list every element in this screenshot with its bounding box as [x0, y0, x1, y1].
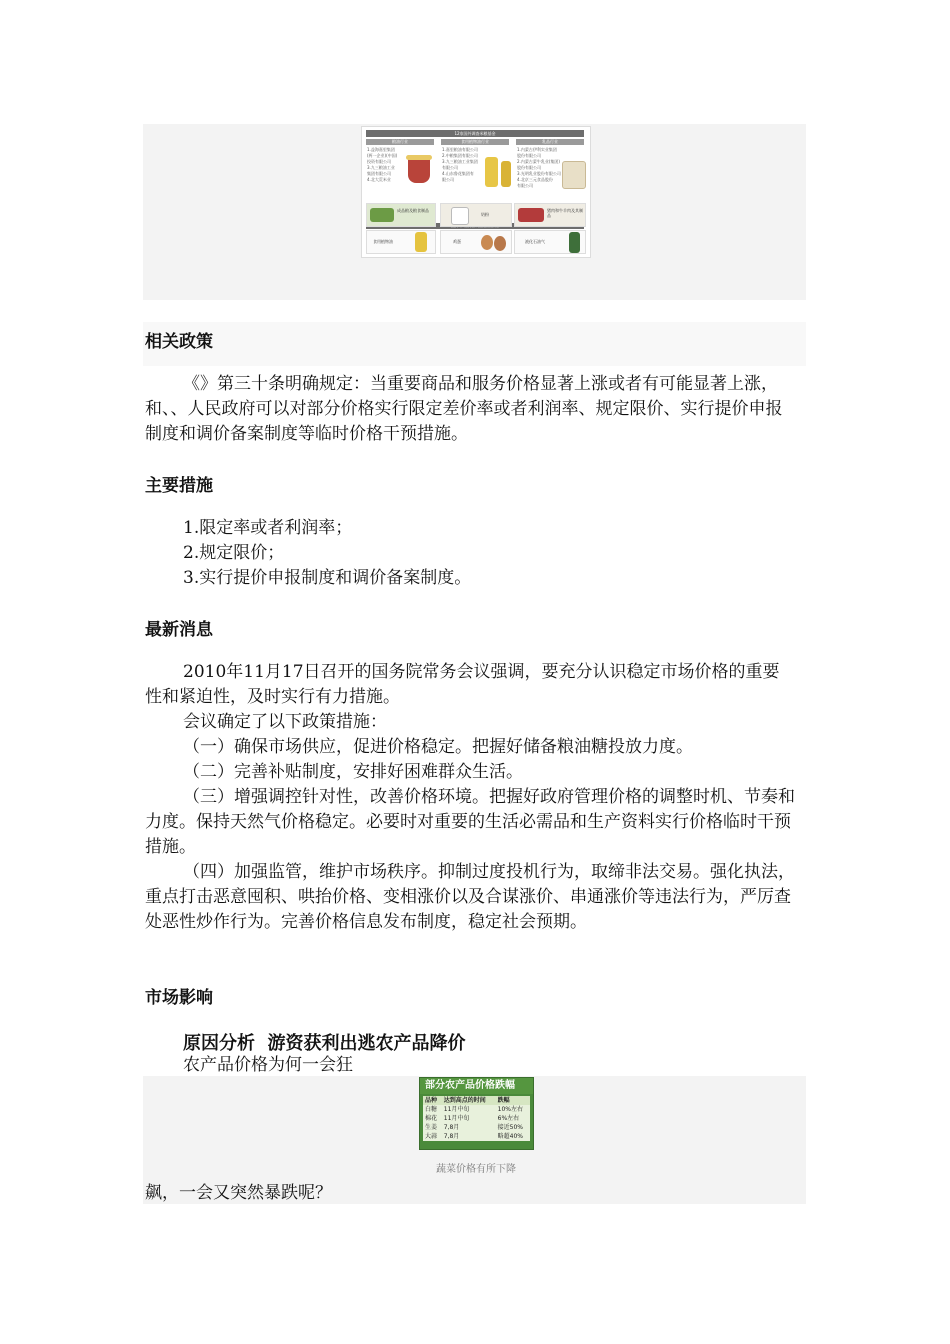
collage-tile-label: 成品粮及粮食制品 — [397, 208, 429, 213]
news-body — [145, 660, 795, 935]
section-heading-policy: 相关政策 — [145, 332, 213, 352]
noodle-cup-lid-picture — [406, 155, 432, 160]
collage-tile — [366, 203, 436, 227]
collage-col-text: 1.内蒙古伊利实业集团 股份有限公司 2.内蒙古蒙牛乳业(集团) 股份有限公司 3.光明乳业股份有限公司 4.北京三元食品股份 有限公司 — [517, 147, 561, 188]
food-price-collage-image — [361, 126, 591, 258]
table-row — [423, 1123, 530, 1132]
collage-tile-label: 奶粉 — [481, 212, 489, 217]
list-item: 2.规定限价； — [183, 543, 285, 563]
table-cell: 10%左右 — [497, 1106, 523, 1113]
list-item: 3.实行提价申报制度和调价备案制度。 — [183, 568, 472, 588]
table-header-cell: 品种 — [423, 1096, 442, 1105]
noodle-cup-picture — [408, 157, 430, 183]
egg-picture — [494, 236, 506, 251]
egg-picture — [481, 235, 493, 250]
price-table — [423, 1096, 530, 1141]
collage-tile-label: 猪肉和牛羊肉及其制品 — [547, 208, 583, 218]
market-line-2: 飙，一会又突然暴跌呢？ — [145, 1183, 332, 1203]
table-cell: 大蒜 — [425, 1133, 438, 1140]
table-cell: 6%左右 — [497, 1115, 520, 1122]
collage-tile-label: 液化石油气 — [525, 239, 545, 244]
collage-tile — [440, 203, 512, 227]
grain-picture — [370, 208, 394, 222]
table-row — [423, 1132, 530, 1141]
policy-text: 《》第三十条明确规定：当重要商品和服务价格显著上涨或者有可能显著上涨，和、、人民政府可以对部分价格实行限定差价率或者利润率、规定限价、实行提价申报制度和调价备案制度等临时价格干预措施。 — [145, 374, 783, 444]
collage-title: 12家国外调查米粮基金 — [366, 130, 584, 137]
table-cell: 棉花 — [425, 1115, 438, 1122]
table-cell: 7,8月 — [443, 1133, 460, 1140]
collage-tile — [514, 230, 586, 254]
section-heading-market: 市场影响 — [145, 988, 213, 1008]
market-line-1: 农产品价格为何一会狂 — [183, 1055, 353, 1075]
collage-tile-label: 食用植物油 — [373, 239, 393, 244]
market-subheading: 原因分析 游资获利出逃农产品降价 — [183, 1033, 466, 1054]
table-cell: 7,8月 — [443, 1124, 460, 1131]
news-paragraph: 会议确定了以下政策措施： — [183, 712, 387, 732]
table-cell: 生姜 — [425, 1124, 438, 1131]
oil-bottle-picture — [501, 161, 511, 187]
table-cell: 略超40% — [497, 1133, 523, 1140]
table-row — [423, 1114, 530, 1123]
image-caption: 蔬菜价格有所下降 — [436, 1164, 516, 1175]
milk-carton-picture — [562, 161, 586, 189]
collage-tile — [440, 230, 512, 254]
table-cell: 接近50% — [497, 1124, 523, 1131]
oil-bottle-picture — [485, 157, 498, 187]
table-cell: 白糖 — [425, 1106, 438, 1113]
gas-tank-picture — [569, 232, 580, 253]
collage-col-header: 粮油行业 — [366, 139, 434, 145]
table-cell: 11月中旬 — [443, 1115, 470, 1122]
news-paragraph: 2010年11月17日召开的国务院常务会议强调，要充分认识稳定市场价格的重要性和紧迫性，及时实行有力措施。 — [145, 662, 780, 707]
collage-col-text: 1.嘉里粮油有限公司 2.中粮集团有限公司 3.九三粮油工业集团 有限公司 4.山东鲁花集团有 限公司 — [442, 147, 478, 182]
collage-col-header: 乳品行业 — [516, 139, 584, 145]
policy-paragraph — [145, 372, 795, 447]
table-header-cell: 跌幅 — [496, 1096, 530, 1105]
news-paragraph: （四）加强监管，维护市场秩序。抑制过度投机行为，取缔非法交易。强化执法，重点打击恶意囤积、哄抬价格、变相涨价以及合谋涨价、串通涨价等违法行为，严厉查处恶性炒作行为。完善价格信息发布制度，稳定社会预期。 — [145, 862, 795, 932]
milk-powder-picture — [451, 207, 469, 225]
content-band-light — [143, 322, 806, 366]
price-table-title: 部分农产品价格跌幅 — [420, 1078, 533, 1094]
collage-tile-label: 鸡蛋 — [453, 239, 461, 244]
table-header-cell: 达到高点的时间 — [442, 1096, 496, 1105]
oil-bottle-picture — [415, 232, 427, 252]
table-header-row — [423, 1096, 530, 1105]
news-paragraph: （一）确保市场供应，促进价格稳定。把握好储备粮油糖投放力度。 — [183, 737, 693, 757]
section-heading-measures: 主要措施 — [145, 476, 213, 496]
table-row — [423, 1105, 530, 1114]
collage-col-text: 1.益海嘉里集团 (两一企业)(中国) 投资有限公司 3.九三粮油工业 集团有限公司 4.北大荒米业 — [367, 147, 398, 182]
measures-list — [145, 516, 795, 591]
collage-tile — [514, 203, 586, 227]
meat-picture — [518, 208, 544, 222]
news-paragraph: （三）增强调控针对性，改善价格环境。把握好政府管理价格的调整时机、节奏和力度。保持天然气价格稳定。必要时对重要的生活必需品和生产资料实行价格临时干预措施。 — [145, 787, 795, 857]
collage-col-header: 食用植物油行业 — [441, 139, 509, 145]
news-paragraph: （二）完善补贴制度，安排好困难群众生活。 — [183, 762, 523, 782]
table-cell: 11月中旬 — [443, 1106, 470, 1113]
section-heading-news: 最新消息 — [145, 620, 213, 640]
price-drop-table-image — [419, 1077, 534, 1150]
list-item: 1.限定率或者利润率； — [183, 518, 353, 538]
collage-tile — [366, 230, 436, 254]
